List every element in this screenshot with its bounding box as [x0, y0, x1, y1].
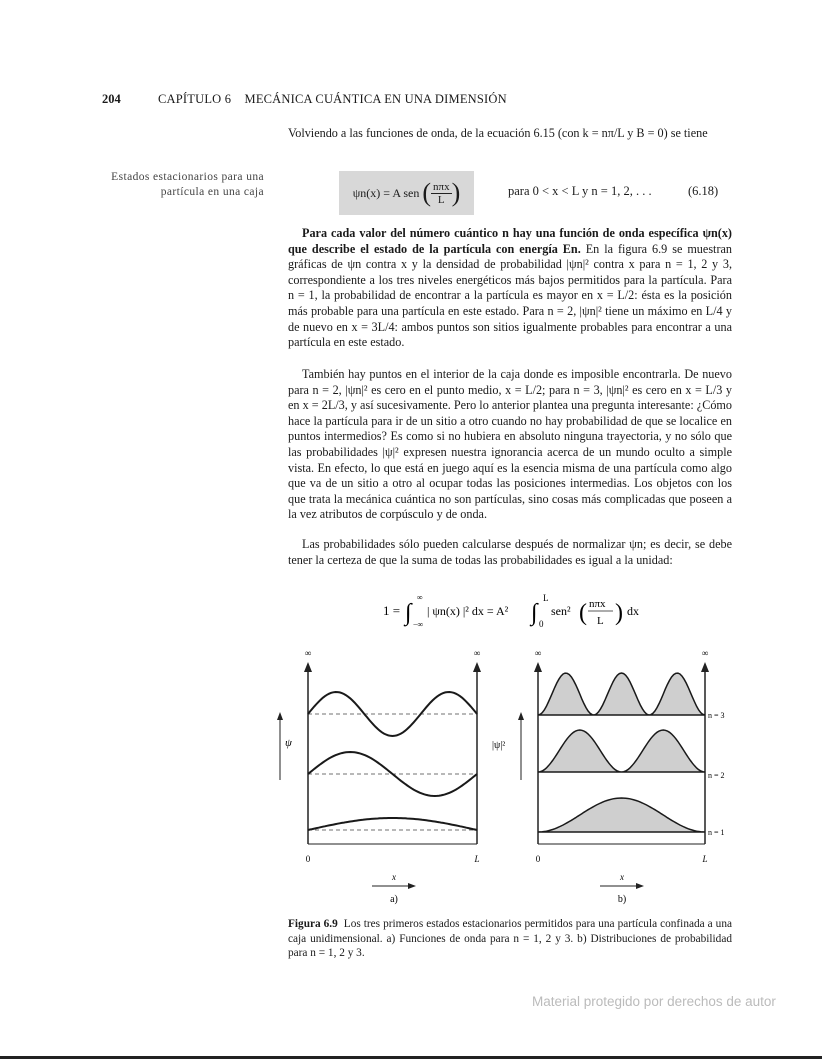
paragraph-1 [288, 226, 732, 351]
panel-b-x-arrowhead [636, 883, 644, 889]
prob-density-n2 [538, 730, 705, 772]
paragraph-2 [288, 367, 732, 523]
prob-density-n3 [538, 673, 705, 715]
panel-b-infinity-right: ∞ [701, 648, 709, 658]
figure-caption [288, 917, 732, 961]
page-number: 204 [102, 92, 121, 106]
panel-b-left-arrow [534, 662, 542, 672]
figure-6-9 [270, 640, 750, 910]
equation-6-18-box: ψn(x) = A sen ( $\frac{\text{nπx}}{L}$ ) [339, 171, 474, 215]
int2-lower: 0 [539, 619, 544, 629]
chapter-label: CAPÍTULO 6 [158, 92, 232, 106]
panel-a-left-arrow [304, 662, 312, 672]
integral-sign-2: ∫ [531, 600, 538, 626]
panel-a-curves [308, 692, 477, 830]
norm-integrand-2: sen² [551, 604, 571, 618]
int2-upper: L [543, 593, 549, 603]
int1-upper: ∞ [417, 593, 423, 602]
paragraph-1-text: En la figura 6.9 se muestran gráficas de ψn contra x y la densidad de probabilidad |ψn|² contra x para n = 1, 2 y 3, correspondiente a los tres niveles energéticos más bajos permitidos para la partícula. Para n = 1, la probabilidad de encontrar a la partícula es mayor en x = L/2: ésta es la posición más probable para una partícula en este estado. Para n = 2, |ψn|² tiene un máximo en L/4 y de nuevo en x = 3L/4: ambos puntos son sitios igualmente probables para encontrar a una partícula en este estado. [288, 241, 733, 350]
caption-label: Figura 6.9 [288, 918, 338, 930]
equation-condition: para 0 < x < L y n = 1, 2, . . . [508, 184, 652, 198]
norm-frac-den: L [597, 615, 604, 627]
panel-b-y-arrowhead [518, 712, 524, 720]
panel-b-infinity-left: ∞ [534, 648, 542, 658]
integral-sign-1: ∫ [405, 600, 412, 626]
level-label-n2: n = 2 [708, 771, 725, 780]
panel-a-sublabel: a) [390, 894, 398, 905]
equation-fraction [431, 181, 452, 206]
equation-lhs: ψn(x) = A sen [352, 185, 420, 200]
panel-a-tick-L: L [474, 854, 480, 864]
panel-b-right-arrow [701, 662, 709, 672]
norm-lhs: 1 = [383, 603, 401, 618]
norm-integrand-1: | ψn(x) |² dx = A² [427, 604, 509, 618]
fraction-denominator: L [437, 193, 445, 206]
panel-a [277, 648, 481, 905]
panel-b-tick-0: 0 [535, 854, 541, 864]
paragraph-3 [288, 537, 732, 568]
intro-paragraph: Volviendo a las funciones de onda, de la ecuación 6.15 (con k = nπ/L y B = 0) se tiene [288, 126, 708, 140]
level-label-n3: n = 3 [708, 711, 725, 720]
norm-frac-num: nπx [589, 598, 606, 610]
panel-a-tick-0: 0 [305, 854, 311, 864]
int1-lower: −∞ [413, 620, 424, 629]
panel-a-right-arrow [473, 662, 481, 672]
paragraph-2-text: También hay puntos en el interior de la caja donde es imposible encontrarla. De nuevo para n = 2, |ψn|² es cero en el punto medio, x = L/2; para n = 3, |ψn|² es cero en x = L/3 y en x = 2L/3, y así sucesivamente. Pero lo anterior plantea una pregunta interesante: ¿Cómo hace la partícula para ir de un sitio a otro cuando no hay probabilidad de que se localice en puntos intermedios? Es como si no hubiera en absoluto ninguna trayectoria, y no sólo que las probabilidades |ψ|² expresen nuestra ignorancia acerca de un mundo oculto a simple vista. En efecto, lo que está en juego aquí es la esencia misma de una partícula como algo que va de un sitio a otro al ocupar todas las posiciones intermedias. Los objetos con los que trata la mecánica cuántica no son partículas, sino cosas más complicadas que poseen a la vez atributos de corpúsculo y de onda. [288, 367, 732, 522]
panel-b-sublabel: b) [617, 894, 627, 905]
panel-b-tick-L: L [702, 854, 708, 864]
panel-a-x-arrowhead [408, 883, 416, 889]
bottom-border [0, 1056, 822, 1059]
panel-a-ylabel: ψ [285, 737, 292, 749]
margin-note: Estados estacionarios para una partícula en una caja [111, 171, 264, 198]
level-label-n1: n = 1 [708, 828, 725, 837]
panel-b [492, 648, 725, 905]
norm-paren-right: ) [615, 600, 623, 626]
panel-a-y-arrowhead [277, 712, 283, 720]
chapter-title: MECÁNICA CUÁNTICA EN UNA DIMENSIÓN [244, 92, 507, 106]
fraction-numerator: nπx [433, 180, 450, 193]
watermark: Material protegido por derechos de autor [532, 994, 776, 1009]
paragraph-3-text: Las probabilidades sólo pueden calcularse después de normalizar ψn; es decir, se debe tener la certeza de que la suma de todas las probabilidades es igual a la unidad: [288, 537, 732, 567]
prob-density-n1 [538, 798, 705, 832]
panel-b-curves [538, 673, 705, 832]
norm-dx: dx [627, 604, 639, 618]
psi-curve-n1 [308, 818, 477, 830]
equation-number: (6.18) [688, 184, 719, 198]
caption-text: Los tres primeros estados estacionarios permitidos para una partícula confinada a una caja unidimensional. a) Funciones de onda para n = 1, 2 y 3. b) Distribuciones de probabilidad para n = 1, 2 y 3. [288, 918, 732, 959]
panel-a-infinity-right: ∞ [473, 648, 481, 658]
norm-paren-left: ( [579, 600, 587, 626]
panel-a-xlabel: x [392, 872, 396, 882]
panel-b-ylabel: |ψ|² [492, 740, 506, 751]
paragraph-1-bold: Para cada valor del número cuántico n hay una función de onda específica ψn(x) que describe el estado de la partícula con energía En. [288, 226, 732, 256]
panel-a-infinity-left: ∞ [304, 648, 312, 658]
normalization-equation [381, 593, 681, 629]
running-header [158, 92, 507, 107]
panel-b-xlabel: x [620, 872, 624, 882]
